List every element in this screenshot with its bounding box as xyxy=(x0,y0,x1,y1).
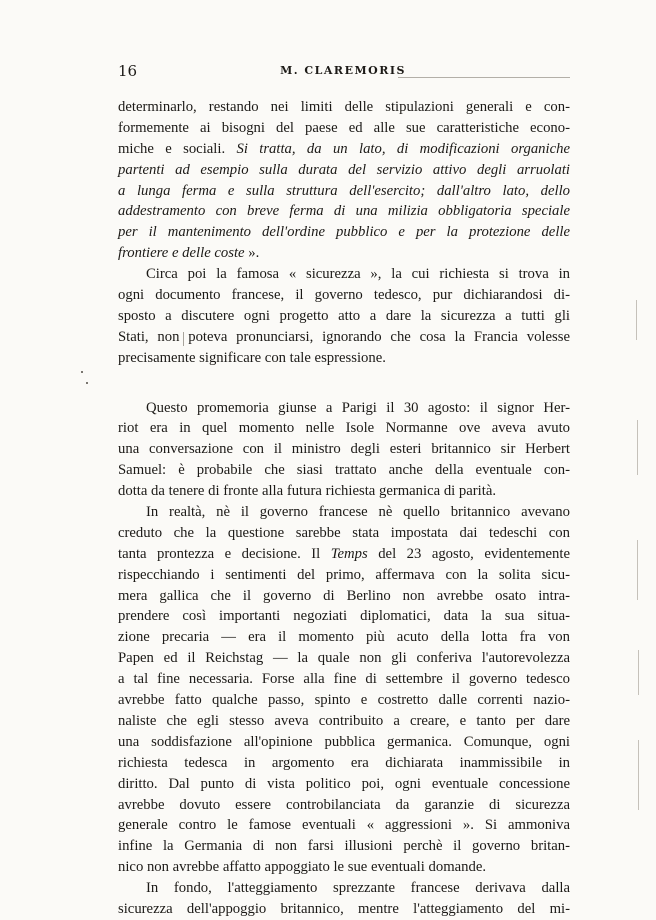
text-line: avrebbe fatto qualche passo, spinto e costretto dalle correnti nazio- xyxy=(118,692,570,709)
text-segment: del 23 agosto, evidentemente xyxy=(367,545,570,562)
text-line: rispecchiando i sentimenti del primo, affermava con la solita sicu- xyxy=(118,566,570,583)
text-line: zione precaria — era il momento più acuto della lotta fra von xyxy=(118,629,570,646)
text-line: diritto. Dal punto di vista politico poi, ogni eventuale concessione xyxy=(118,775,570,792)
text-line: Questo promemoria giunse a Parigi il 30 agosto: il signor Her- xyxy=(146,399,570,416)
italic-segment: frontiere e delle coste xyxy=(118,245,245,262)
text-line: In realtà, nè il governo francese nè quello britannico avevano xyxy=(146,504,570,521)
body-text xyxy=(118,97,570,920)
scan-artifact-edge-line xyxy=(638,740,639,810)
scan-artifact-rule xyxy=(398,77,570,78)
scan-artifact-edge-line xyxy=(636,300,637,340)
text-line: avrebbe dovuto essere controbilanciata da garanzie di sicurezza xyxy=(118,796,570,813)
scan-artifact-edge-line xyxy=(637,420,638,475)
text-line: prendere così importanti negoziati diplomatici, data la sua situa- xyxy=(118,608,570,625)
text-line: addestramento con breve ferma di una milizia obbligatoria speciale xyxy=(118,203,570,220)
text-line: dotta da tenere di fronte alla futura richiesta germanica di parità. xyxy=(118,483,497,500)
text-line: una conversazione con il ministro degli esteri britannico sir Herbert xyxy=(118,441,570,458)
text-line: naliste che egli stesso aveva contribuito a creare, e tanto per dare xyxy=(118,712,570,729)
text-line: determinarlo, restando nei limiti delle stipulazioni generali e con- xyxy=(118,99,570,115)
text-line: mera gallica che il governo di Berlino non avrebbe osato intra- xyxy=(118,587,570,604)
text-line: generale contro le famose eventuali « aggressioni ». Si ammoniva xyxy=(118,817,570,834)
text-line: sposto a discutere ogni progetto atto a dare la sicurezza a tutti gli xyxy=(118,307,570,324)
text-line: creduto che la questione sarebbe stata impostata dai tedeschi con xyxy=(118,524,570,541)
text-segment: miche e sociali. xyxy=(118,140,226,157)
italic-segment: Si tratta, da un lato, di modificazioni organiche xyxy=(225,140,570,157)
text-line: precisamente significare con tale espressione. xyxy=(118,349,386,366)
text-line: richiesta tedesca in argomento era dichiarata inammissibile in xyxy=(118,754,570,771)
text-line: a tal fine necessaria. Forse alla fine di settembre il governo tedesco xyxy=(118,671,570,688)
text-line: Samuel: è probabile che siasi trattato anche della eventuale con- xyxy=(118,462,570,479)
text-line xyxy=(118,243,570,264)
text-segment: tanta prontezza e decisione. Il xyxy=(118,545,321,562)
scan-artifact-dot xyxy=(81,371,83,373)
text-line: una soddisfazione all'opinione pubblica germanica. Comunque, ogni xyxy=(118,733,570,750)
text-line: a lunga ferma e sulla struttura dell'esercito; dall'altro lato, dello xyxy=(118,182,570,199)
text-segment: ». xyxy=(244,245,260,262)
text-line: per il mantenimento dell'ordine pubblico e per la protezione delle xyxy=(118,224,570,241)
text-line xyxy=(118,544,570,565)
text-line: infine la Germania di non farsi illusioni perchè il governo britan- xyxy=(118,838,570,855)
scan-artifact-dot xyxy=(86,382,88,384)
text-line xyxy=(118,139,570,160)
text-line: Stati, non poteva pronunciarsi, ignorando che cosa la Francia volesse xyxy=(118,328,570,345)
text-line: sicurezza dell'appoggio britannico, mentre l'atteggiamento del mi- xyxy=(118,900,570,917)
text-line: In fondo, l'atteggiamento sprezzante francese derivava dalla xyxy=(146,880,570,897)
newspaper-title: Temps xyxy=(320,545,368,562)
running-title: M. CLAREMORIS xyxy=(280,64,406,77)
text-line: nico non avrebbe affatto appoggiato le sue eventuali domande. xyxy=(118,859,487,876)
text-line: Circa poi la famosa « sicurezza », la cui richiesta si trova in xyxy=(146,266,570,283)
scan-artifact-edge-line xyxy=(637,540,638,600)
section-break xyxy=(118,369,570,398)
text-line: partenti ad esempio sulla durata del servizio attivo degli arruolati xyxy=(118,161,570,178)
text-line: formemente ai bisogni del paese ed alle sue caratteristiche econo- xyxy=(118,119,570,136)
page-header xyxy=(118,62,568,84)
scan-artifact-edge-line xyxy=(638,650,639,695)
text-line: riot era in quel momento nelle Isole Normanne ove aveva avuto xyxy=(118,420,570,437)
page-number: 16 xyxy=(118,62,138,80)
text-line: ogni documento francese, il governo tedesco, pur dichiarandosi di- xyxy=(118,287,570,304)
text-line: Papen ed il Reichstag — la quale non gli conferiva l'autorevolezza xyxy=(118,650,570,667)
